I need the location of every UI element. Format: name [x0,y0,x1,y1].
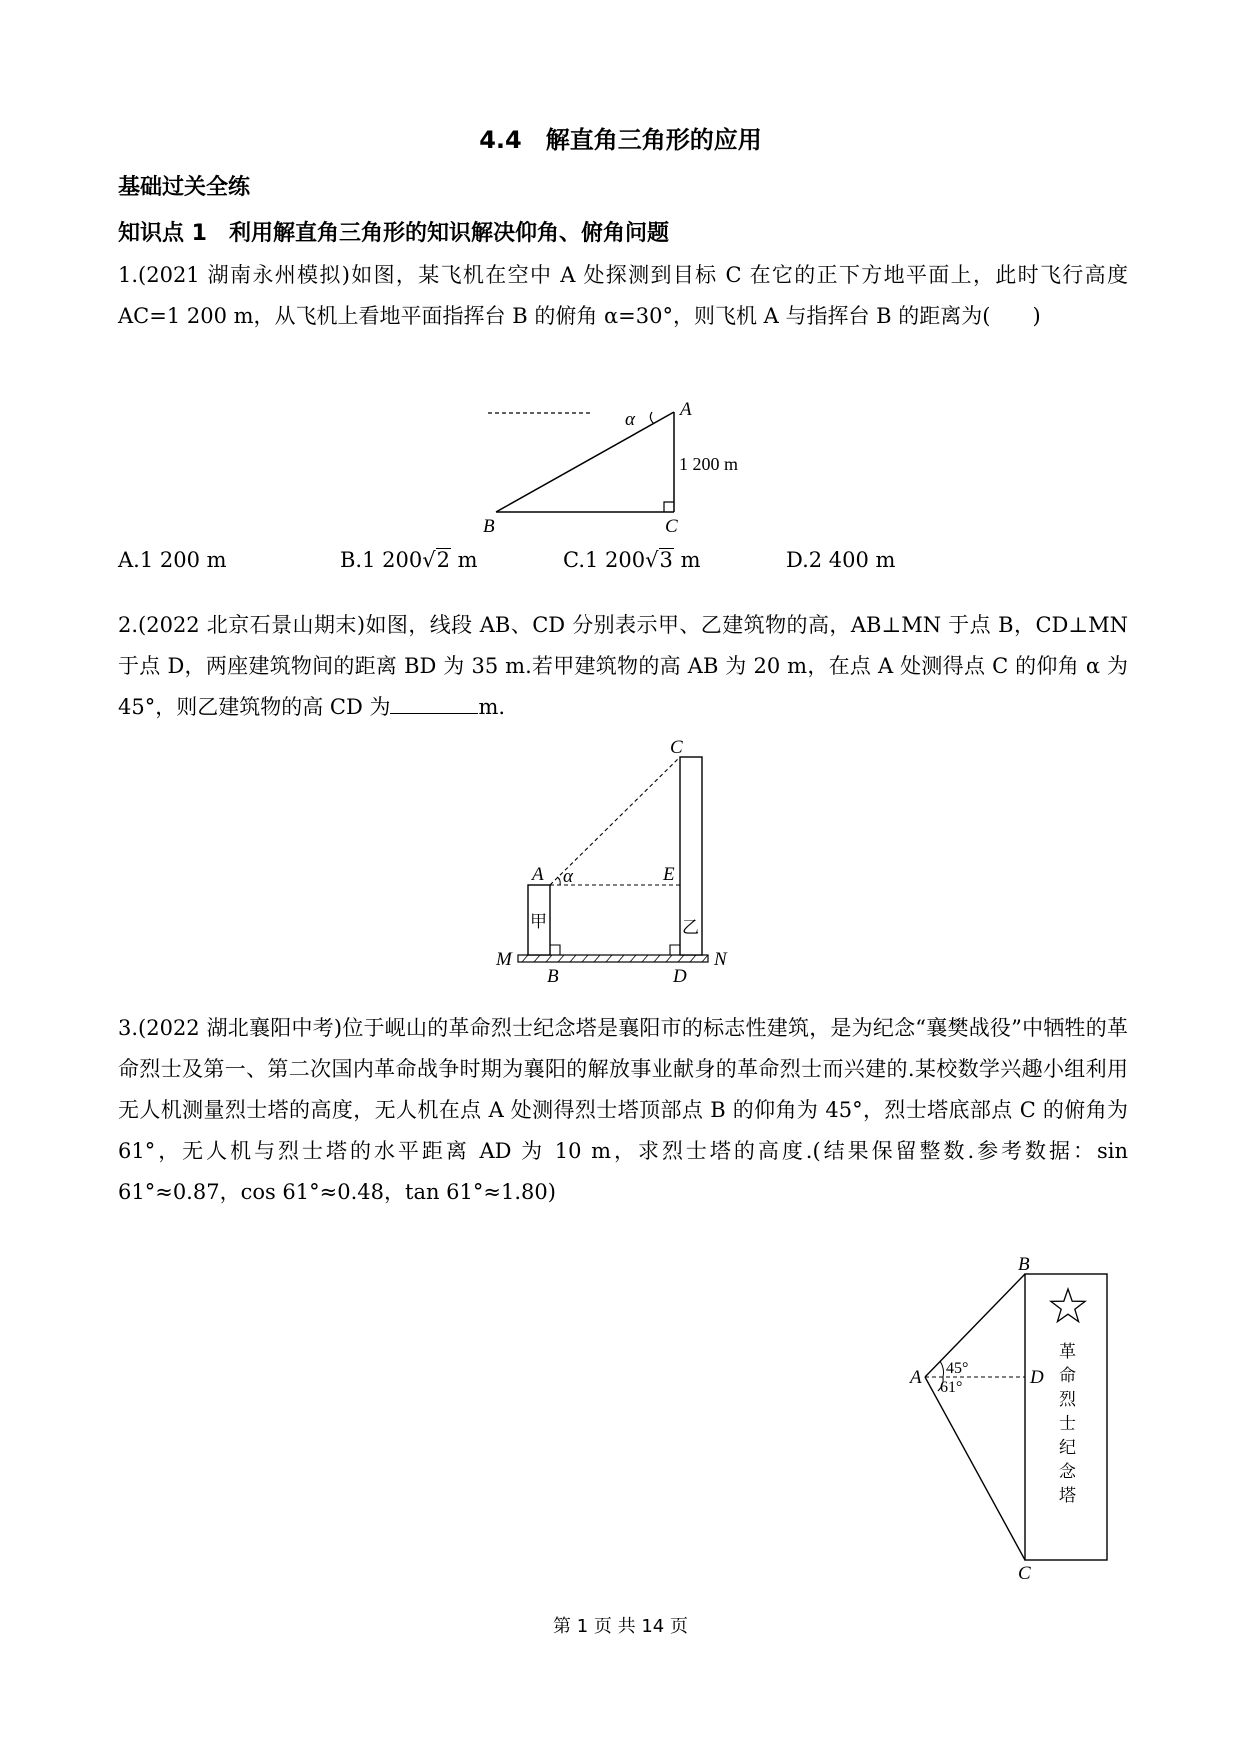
tower-char: 命 [1059,1366,1076,1386]
tower-char: 烈 [1059,1390,1076,1410]
building-jia-label: 甲 [530,912,547,932]
question-1-text: 1.(2021 湖南永州模拟)如图，某飞机在空中 A 处探测到目标 C 在它的正下方地平面上，此时飞行高度 AC=1 200 m，从飞机上看地平面指挥台 B 的俯角 α=30°，则飞机 A 与指挥台 B 的距离为( ) [118,263,1128,328]
point-c-label: C [670,737,683,758]
alpha-label: α [563,866,573,887]
angle-61-label: 61° [940,1379,963,1396]
tower-char: 纪 [1059,1438,1076,1458]
question-2-text: 2.(2022 北京石景山期末)如图，线段 AB、CD 分别表示甲、乙建筑物的高，AB⊥MN 于点 B，CD⊥MN 于点 D，两座建筑物间的距离 BD 为 35 m.若甲建筑物的高 AB 为 20 m，在点 A 处测得点 C 的仰角 α 为 45°，则乙建筑物的高 CD 为 m. [118,613,1128,719]
point-d-label: D [1030,1367,1044,1388]
answer-blank [390,712,478,714]
knowledge-point-heading: 知识点 1 利用解直角三角形的知识解决仰角、俯角问题 [118,221,669,246]
option-d: D.2 400 m [786,548,896,572]
point-n-label: N [714,949,727,970]
tower-char: 革 [1059,1342,1076,1362]
point-c-label: C [665,516,678,537]
point-a-label: A [910,1367,922,1388]
point-b-label: B [547,966,559,987]
option-a: A.1 200 m [118,548,227,572]
building-yi-label: 乙 [682,918,699,938]
tower-char: 塔 [1059,1486,1076,1506]
page-footer: 第 1 页 共 14 页 [553,1616,688,1637]
tower-char: 念 [1059,1462,1076,1482]
height-label: 1 200 m [679,454,739,474]
tower-char: 士 [1059,1414,1076,1434]
point-a-label: A [680,399,692,420]
point-d-label: D [673,966,687,987]
section-heading: 基础过关全练 [118,175,251,200]
alpha-label: α [625,409,635,430]
question-1-figure [480,400,760,535]
question-1-options [118,548,1128,578]
question-3-figure [905,1255,1145,1590]
option-c: C.1 200√3 m [563,548,701,572]
option-b: B.1 200√2 m [340,548,478,572]
point-b-label: B [1018,1254,1030,1275]
question-2-figure [490,735,750,990]
angle-45-label: 45° [946,1360,969,1377]
point-e-label: E [663,864,675,885]
point-c-label: C [1018,1563,1031,1584]
point-b-label: B [483,516,495,537]
point-m-label: M [496,949,512,970]
point-a-label: A [532,864,544,885]
page-title: 4.4 解直角三角形的应用 [479,126,762,154]
question-3-text: 3.(2022 湖北襄阳中考)位于岘山的革命烈士纪念塔是襄阳市的标志性建筑，是为纪念“襄樊战役”中牺牲的革命烈士及第一、第二次国内革命战争时期为襄阳的解放事业献身的革命烈士而兴建的.某校数学兴趣小组利用无人机测量烈士塔的高度，无人机在点 A 处测得烈士塔顶部点 B 的仰角为 45°，烈士塔底部点 C 的俯角为 61°，无人机与烈士塔的水平距离 AD 为 10 m，求烈士塔的高度.(结果保留整数.参考数据：sin 61°≈0.87，cos 61°≈0.48，tan 61°≈1.80) [118,1016,1128,1204]
